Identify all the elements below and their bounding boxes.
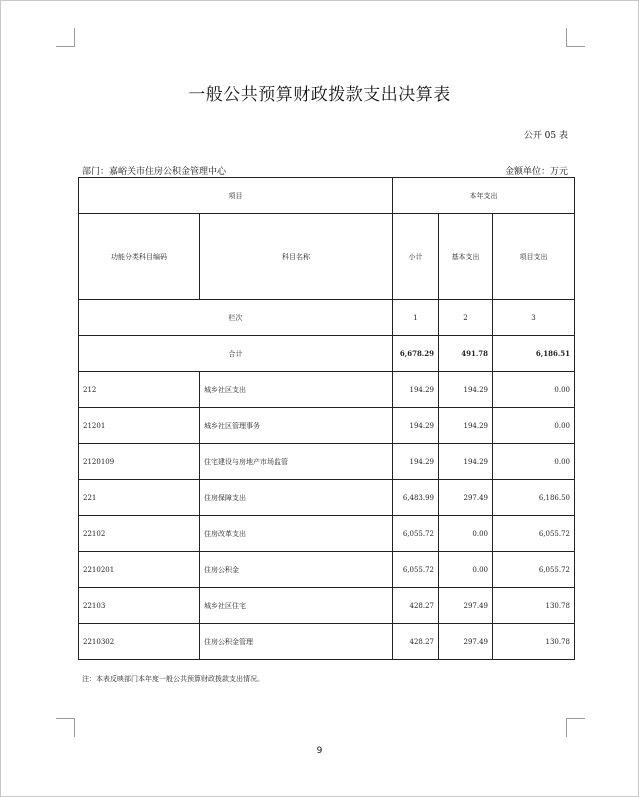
table-row (79, 480, 575, 516)
index-col-3: 3 (493, 300, 575, 336)
row-code: 22102 (79, 516, 200, 552)
row-subtotal: 428.27 (393, 588, 439, 624)
row-basic: 0.00 (439, 552, 493, 588)
row-basic: 194.29 (439, 408, 493, 444)
row-project: 0.00 (493, 408, 575, 444)
table-row (79, 372, 575, 408)
row-name: 住房改革支出 (200, 516, 393, 552)
header-current-year: 本年支出 (393, 178, 575, 214)
row-project: 6,055.72 (493, 516, 575, 552)
row-project: 6,186.50 (493, 480, 575, 516)
row-name: 住宅建设与房地产市场监管 (200, 444, 393, 480)
table-row (79, 588, 575, 624)
row-subtotal: 194.29 (393, 372, 439, 408)
total-project: 6,186.51 (493, 336, 575, 372)
header-project: 项目支出 (493, 214, 575, 300)
header-subject-name: 科目名称 (200, 214, 393, 300)
index-col-2: 2 (439, 300, 493, 336)
crop-mark-top-left (56, 28, 75, 47)
row-subtotal: 194.29 (393, 408, 439, 444)
header-basic: 基本支出 (439, 214, 493, 300)
row-name: 城乡社区支出 (200, 372, 393, 408)
page-number: 9 (316, 746, 323, 756)
index-col-1: 1 (393, 300, 439, 336)
row-subtotal: 6,055.72 (393, 516, 439, 552)
row-basic: 297.49 (439, 624, 493, 660)
total-label: 合计 (79, 336, 393, 372)
row-project: 0.00 (493, 444, 575, 480)
row-project: 6,055.72 (493, 552, 575, 588)
row-basic: 297.49 (439, 588, 493, 624)
department-label: 部门：嘉峪关市住房公积金管理中心 (82, 167, 227, 177)
table-row (79, 624, 575, 660)
row-project: 0.00 (493, 372, 575, 408)
crop-mark-bottom-right (566, 718, 585, 737)
row-code: 2210201 (79, 552, 200, 588)
header-row-2 (79, 214, 575, 300)
row-name: 住房公积金管理 (200, 624, 393, 660)
row-subtotal: 6,483.99 (393, 480, 439, 516)
header-item: 项目 (79, 178, 393, 214)
index-row (79, 300, 575, 336)
row-basic: 194.29 (439, 444, 493, 480)
table-row (79, 408, 575, 444)
row-code: 221 (79, 480, 200, 516)
row-code: 21201 (79, 408, 200, 444)
row-subtotal: 6,055.72 (393, 552, 439, 588)
amount-unit-label: 金额单位：万元 (504, 167, 568, 177)
total-row (79, 336, 575, 372)
row-code: 2210302 (79, 624, 200, 660)
expenditure-table (78, 177, 575, 660)
row-basic: 194.29 (439, 372, 493, 408)
row-code: 2120109 (79, 444, 200, 480)
row-code: 212 (79, 372, 200, 408)
row-subtotal: 194.29 (393, 444, 439, 480)
row-project: 130.78 (493, 588, 575, 624)
row-project: 130.78 (493, 624, 575, 660)
row-basic: 297.49 (439, 480, 493, 516)
row-name: 城乡社区管理事务 (200, 408, 393, 444)
header-subtotal: 小计 (393, 214, 439, 300)
table-row (79, 444, 575, 480)
table-row (79, 552, 575, 588)
crop-mark-top-right (566, 28, 585, 47)
row-code: 22103 (79, 588, 200, 624)
row-subtotal: 428.27 (393, 624, 439, 660)
table-note: 注：本表反映部门本年度一般公共预算财政拨款支出情况。 (82, 675, 264, 683)
total-basic: 491.78 (439, 336, 493, 372)
crop-mark-bottom-left (56, 718, 75, 737)
index-label: 栏次 (79, 300, 393, 336)
table-row (79, 516, 575, 552)
row-basic: 0.00 (439, 516, 493, 552)
row-name: 住房保障支出 (200, 480, 393, 516)
row-name: 城乡社区住宅 (200, 588, 393, 624)
header-row-1 (79, 178, 575, 214)
page-title: 一般公共预算财政拨款支出决算表 (188, 85, 451, 105)
header-func-code: 功能分类科目编码 (79, 214, 200, 300)
table-number: 公开 05 表 (523, 131, 568, 141)
row-name: 住房公积金 (200, 552, 393, 588)
total-subtotal: 6,678.29 (393, 336, 439, 372)
